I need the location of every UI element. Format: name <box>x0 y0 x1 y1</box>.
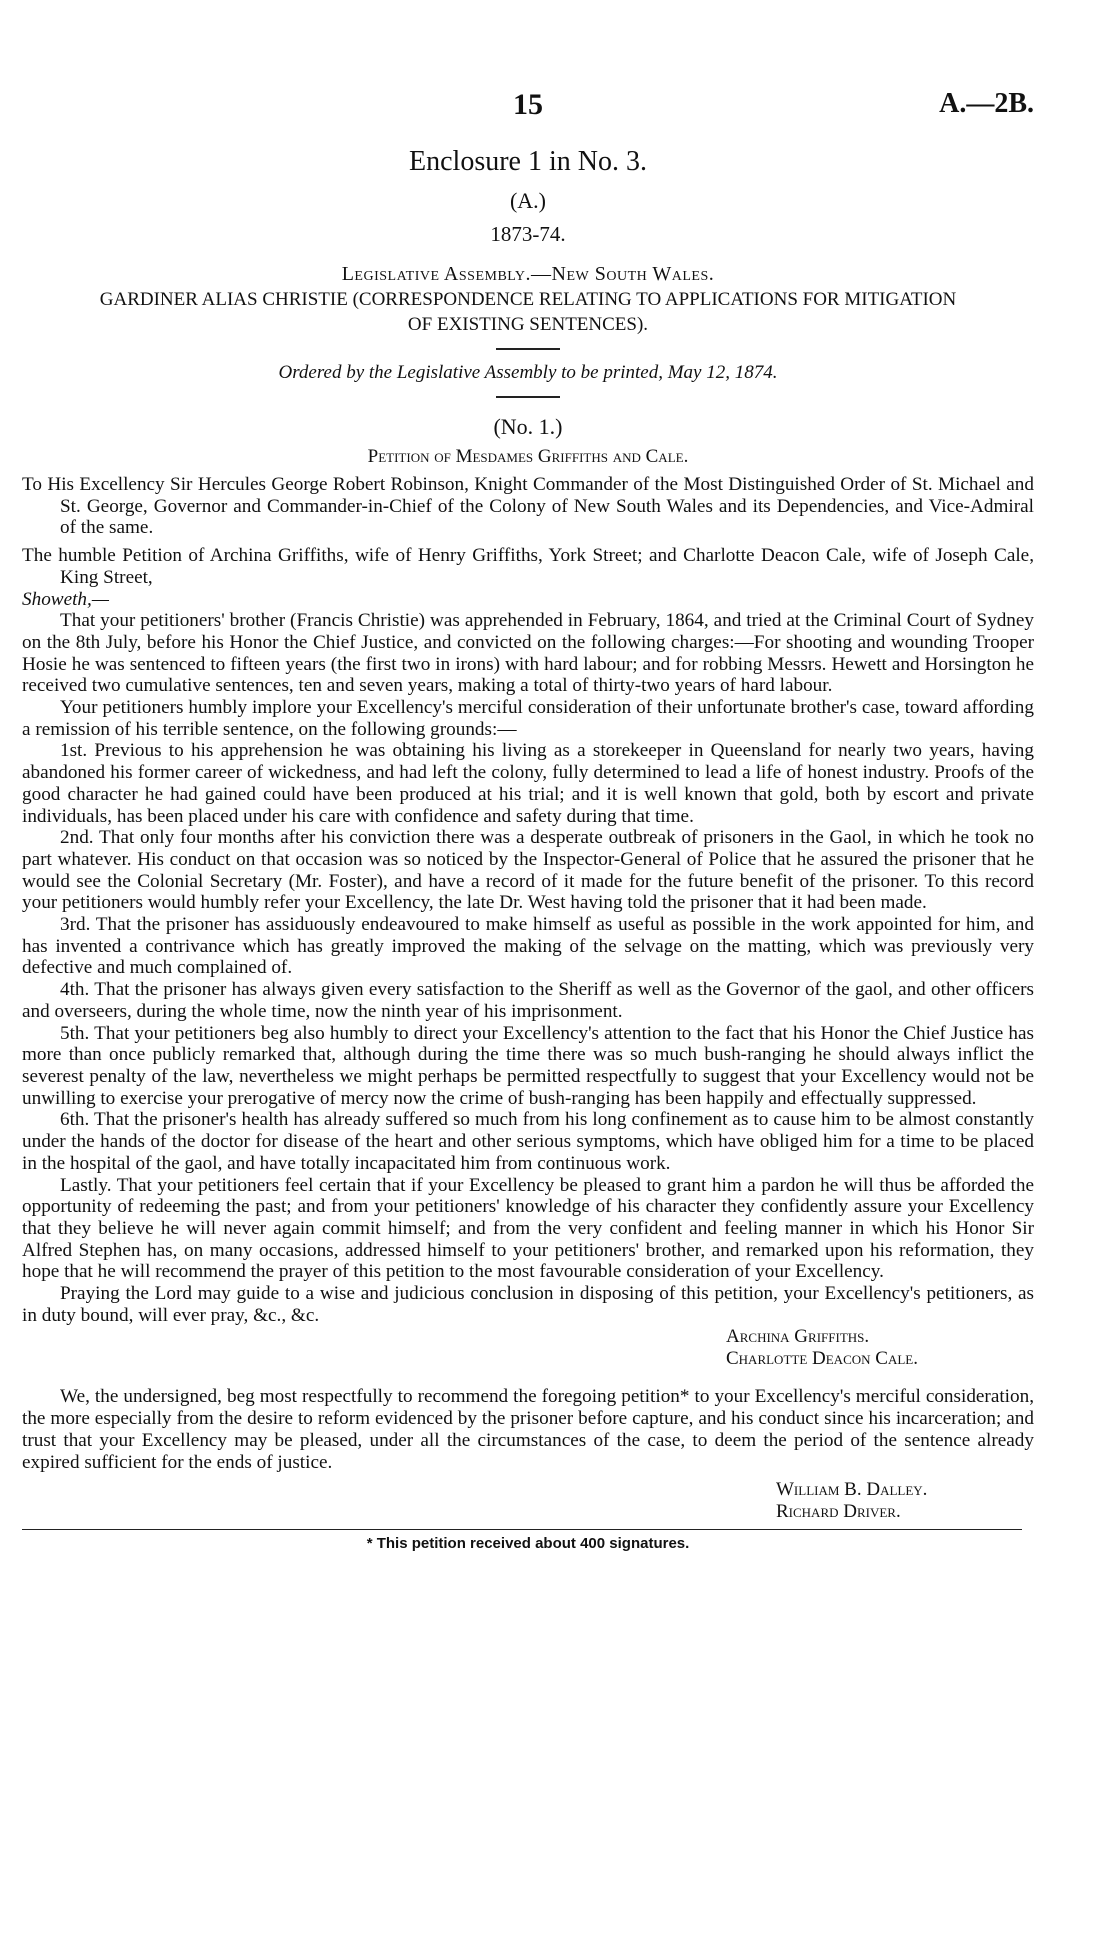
printing-order: Ordered by the Legislative Assembly to be printed, May 12, 1874. <box>278 362 778 383</box>
subject-line-2: OF EXISTING SENTENCES). <box>407 314 649 335</box>
petition-paragraph: 2nd. That only four months after his conviction there was a desperate outbreak of prisoners in the Gaol, in which he took no part whatever. His conduct on that occasion was so noticed by the Inspector-General of Police that he assured the prisoner that he would see the Colonial Secretary (Mr. Foster), and have a record of it made for the future benefit of the prisoner. To this record your petitioners would humbly refer your Excellency, the late Dr. West having told the prisoner that it had been made. <box>22 827 1034 914</box>
heading-divider <box>496 348 560 350</box>
recommendation-signature: William B. Dalley. <box>776 1479 928 1501</box>
assembly-heading: Legislative Assembly.—New South Wales. <box>341 263 715 285</box>
petition-paragraph: Your petitioners humbly implore your Excellency's merciful consideration of their unfortunate brother's case, toward affording a remission of his terrible sentence, on the following grounds:— <box>22 697 1034 740</box>
document-reference: A.—2B. <box>939 88 1034 119</box>
document-page <box>22 0 1034 1552</box>
recommendation-text: We, the undersigned, beg most respectfully to recommend the foregoing petition* to your Excellency's merciful consideration, the more especially from the desire to reform evidenced by the prisoner before capture, and his conduct since his incarceration; and trust that your Excellency may be pleased, under all the circumstances of the case, to deem the period of the sentence already expired sufficient for the ends of justice. <box>22 1386 1034 1473</box>
enclosure-letter: (A.) <box>509 188 547 213</box>
recommendation-signature: Richard Driver. <box>776 1501 901 1523</box>
footnote: * This petition received about 400 signatures. <box>366 1535 690 1553</box>
petition-paragraph: 3rd. That the prisoner has assiduously endeavoured to make himself as useful as possible in the work appointed for him, and has invented a contrivance which has greatly improved the making of the selvage on the matting, which was previously very defective and much complained of. <box>22 914 1034 979</box>
petition-paragraph: Praying the Lord may guide to a wise and judicious conclusion in disposing of this petition, your Excellency's petitioners, as in duty bound, will ever pray, &c., &c. <box>22 1283 1034 1326</box>
petition-signature: Charlotte Deacon Cale. <box>726 1348 918 1370</box>
petition-number: (No. 1.) <box>493 414 563 439</box>
petition-paragraph: Lastly. That your petitioners feel certain that if your Excellency be pleased to grant him a pardon he will thus be afforded the opportunity of redeeming the past; and from your petitioners' knowledge of his character they confidently assure your Excellency that they believe he will never again commit himself; and from the very confident and feeling manner in which his Honor Sir Alfred Stephen has, on many occasions, addressed himself to your petitioners' brother, and remarked upon his reformation, they hope that he will recommend the prayer of this petition to the most favourable consideration of your Excellency. <box>22 1174 1034 1283</box>
section-divider <box>496 396 560 398</box>
enclosure-heading: Enclosure 1 in No. 3. <box>409 146 647 177</box>
petition-paragraph: 1st. Previous to his apprehension he was obtaining his living as a storekeeper in Queensland for nearly two years, having abandoned his former career of wickedness, and had left the colony, fully determined to lead a life of honest industry. Proofs of the good character he had gained could have been produced at his trial; and it is well known that gold, both by escort and private individuals, has been placed under his care with confidence and safety during that time. <box>22 740 1034 827</box>
petition-showeth: Showeth,— <box>22 588 109 610</box>
footnote-divider <box>22 1529 1022 1530</box>
session-year: 1873-74. <box>490 222 566 246</box>
petition-paragraph: 4th. That the prisoner has always given every satisfaction to the Sheriff as well as the Governor of the gaol, and other officers and overseers, during the whole time, now the ninth year of his imprisonment. <box>22 979 1034 1022</box>
page-number: 15 <box>513 88 543 121</box>
petition-signature: Archina Griffiths. <box>726 1326 870 1348</box>
page-header <box>22 0 1034 128</box>
petition-paragraph: That your petitioners' brother (Francis Christie) was apprehended in February, 1864, and tried at the Criminal Court of Sydney on the 8th July, before his Honor the Chief Justice, and convicted on the following charges:—For shooting and wounding Trooper Hosie he was sentenced to fifteen years (the first two in irons) with hard labour; and for robbing Messrs. Hewett and Horsington he received two cumulative sentences, ten and seven years, making a total of thirty-two years of hard labour. <box>22 610 1034 697</box>
petition-petitioners: The humble Petition of Archina Griffiths, wife of Henry Griffiths, York Street; and Charlotte Deacon Cale, wife of Joseph Cale, King Street, <box>22 545 1034 588</box>
subject-line-1: GARDINER ALIAS CHRISTIE (CORRESPONDENCE RELATING TO APPLICATIONS FOR MITIGATION <box>99 289 957 310</box>
petition-title: Petition of Mesdames Griffiths and Cale. <box>367 446 689 467</box>
petition-paragraph: 5th. That your petitioners beg also humbly to direct your Excellency's attention to the fact that his Honor the Chief Justice has more than once publicly remarked that, although during the time there was so much bush-ranging he should always inflict the severest penalty of the law, nevertheless we might perhaps be permitted respectfully to suggest that your Excellency would not be unwilling to exercise your prerogative of mercy now the crime of bush-ranging has been happily and effectually suppressed. <box>22 1022 1034 1109</box>
petition-address: To His Excellency Sir Hercules George Robert Robinson, Knight Commander of the Most Distinguished Order of St. Michael and St. George, Governor and Commander-in-Chief of the Colony of New South Wales and its Dependencies, and Vice-Admiral of the same. <box>22 474 1034 539</box>
petition-paragraph: 6th. That the prisoner's health has already suffered so much from his long confinement as to cause him to be almost constantly under the hands of the doctor for disease of the heart and other serious symptoms, which have obliged him for a time to be placed in the hospital of the gaol, and have totally incapacitated him from continuous work. <box>22 1109 1034 1174</box>
